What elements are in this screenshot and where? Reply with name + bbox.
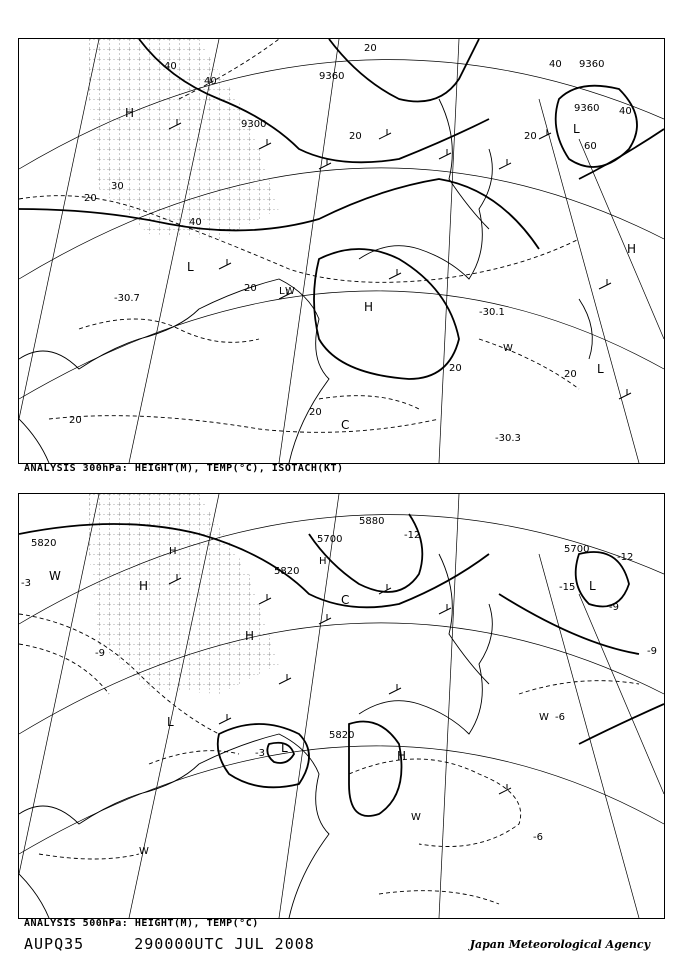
system-label: W [49,569,61,583]
system-label: W [285,286,295,297]
isotach-label: 20 [244,283,257,294]
height-label: 5700 [564,544,590,555]
system-label: H [627,242,637,256]
system-label: L [187,260,194,274]
temp-contour-label: -9 [95,648,105,659]
system-label: L [281,741,288,755]
agency-credit: Japan Meteorological Agency [469,938,650,951]
system-label: W [139,846,149,857]
isotach-label: 40 [619,106,632,117]
isotach-label: 30 [111,181,124,192]
temp-contour-label: -12 [404,530,421,541]
temp-contour-label: -6 [555,712,565,723]
map-500hpa [18,493,665,919]
isotach-label: 20 [84,193,97,204]
isotach-label: 20 [364,43,377,54]
temp-contour-label: -15 [559,582,576,593]
chart-datetime: 290000UTC JUL 2008 [134,935,315,953]
map-300hpa-canvas [19,39,664,463]
isotach-label: 40 [549,59,562,70]
chart-code: AUPQ35 [24,935,85,953]
height-label: 9300 [241,119,267,130]
system-label: L [167,715,174,729]
system-label: C [341,418,350,432]
height-label: 9360 [579,59,605,70]
system-label: H [139,579,149,593]
system-label: H [397,749,407,763]
isotach-label: 20 [564,369,577,380]
temp-contour-label: -3 [255,748,265,759]
height-label: 5820 [31,538,57,549]
isotach-label: 20 [349,131,362,142]
system-label: H [319,556,327,567]
isotach-label: 20 [309,407,322,418]
isotach-label: 20 [449,363,462,374]
system-label: L [573,122,580,136]
system-label: H [245,629,255,643]
temp-contour-label: -9 [609,602,619,613]
isotach-label: 20 [69,415,82,426]
system-label: C [341,593,350,607]
temp-label: -30.3 [495,433,521,444]
system-label: W [539,712,549,723]
system-label: W [503,343,513,354]
height-label: 5820 [274,566,300,577]
height-label: 9360 [574,103,600,114]
temp-label: -30.7 [114,293,140,304]
system-label: H [125,106,135,120]
height-label: 5880 [359,516,385,527]
temp-contour-label: -3 [21,578,31,589]
panel-caption-500hpa: ANALYSIS 500hPa: HEIGHT(M), TEMP(°C) [24,918,259,929]
system-label: L [589,579,596,593]
isotach-label: 60 [584,141,597,152]
temp-contour-label: -12 [617,552,634,563]
height-label: 5820 [329,730,355,741]
isotach-label: 40 [189,217,202,228]
system-label: H [364,300,374,314]
isotach-label: 40 [204,76,217,87]
map-500hpa-canvas [19,494,664,918]
panel-caption-300hpa: ANALYSIS 300hPa: HEIGHT(M), TEMP(°C), ISOTACH(KT) [24,463,344,474]
isotach-label: 20 [524,131,537,142]
temperature-contours [19,614,639,904]
isotach-label: 40 [164,61,177,72]
system-label: L [597,362,604,376]
system-label: W [411,812,421,823]
system-label: L [279,286,285,297]
terrain-hatch [89,39,279,239]
temp-contour-label: -6 [533,832,543,843]
temp-contour-label: -9 [647,646,657,657]
temp-label: -30.1 [479,307,505,318]
map-300hpa [18,38,665,464]
system-label: H [169,546,177,557]
height-label: 5700 [317,534,343,545]
height-label: 9360 [319,71,345,82]
chart-identifier [24,935,315,953]
